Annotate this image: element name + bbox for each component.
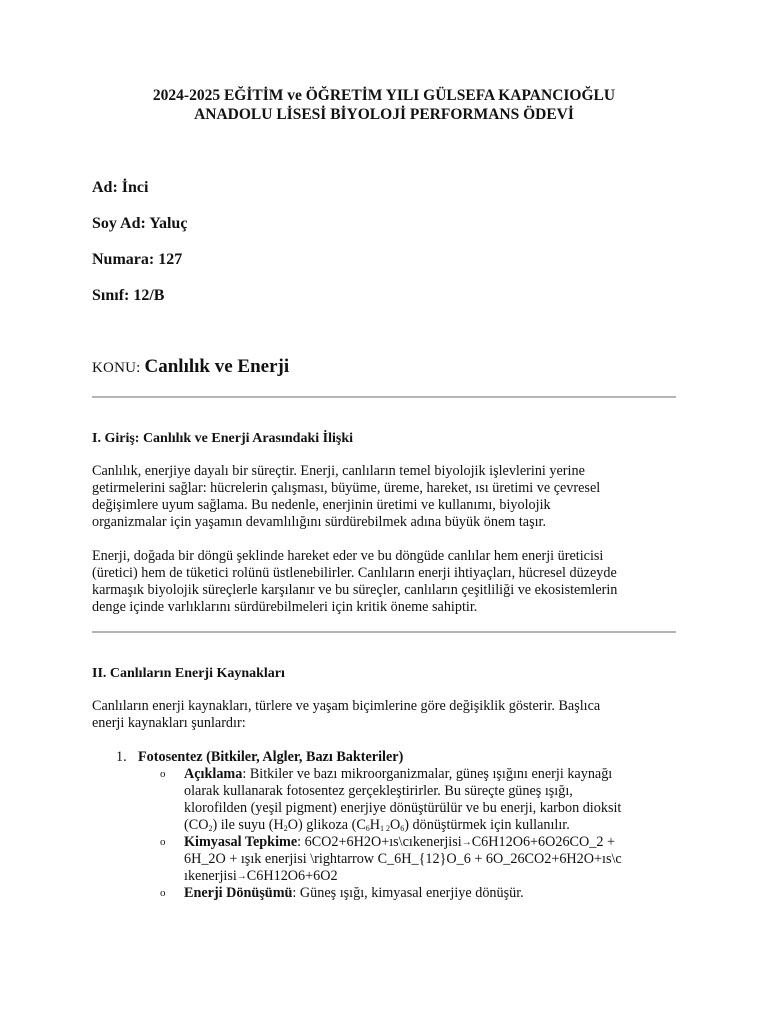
sub-bullet-marker: o [160,836,166,848]
title-line-1: 2024-2025 EĞİTİM ve ÖĞRETİM YILI GÜLSEFA KAPANCIOĞLU [152,87,616,104]
arrow-icon: → [236,871,247,882]
paragraph-line: değişimlere uyum sağlama. Bu nedenle, enerjinin üretimi ve kullanımı, biyolojik [92,497,551,513]
subscript: 1 2 [380,824,391,833]
description-text: klorofilden (yeşil pigment) enerjiye dönüştürülür ve bu enerji, karbon dioksit [184,800,622,816]
student-class: Sınıf: 12/B [92,287,165,304]
paragraph-line: organizmalar için yaşamın devamlılığını sürdürebilmek adına büyük önem taşır. [92,514,547,530]
subscript: 2 [208,824,213,833]
topic-label: KONU: [92,360,141,376]
document-title [80,86,688,124]
section1-paragraph-1 [92,463,678,531]
text-run: (CO [184,817,209,833]
reaction-text: 6H_2O + ışık enerjisi \rightarrow C_6H_{12}O_6 + 6O_26CO2+6H2O+ıs\c [184,851,622,867]
section2-intro [92,698,678,732]
student-number: Numara: 127 [92,251,183,268]
reaction-text: ıkenerjisi [184,868,237,884]
paragraph-line: getirmelerini sağlar: hücrelerin çalışması, büyüme, üreme, hareket, ısı üretimi ve çevresel [92,480,601,496]
section-divider [92,631,676,633]
section-divider [92,396,676,398]
text-run: O [390,817,401,833]
sub-item-reaction [184,834,684,885]
subscript: 2 [283,824,288,833]
title-line-2: ANADOLU LİSESİ BİYOLOJİ PERFORMANS ÖDEVİ [194,106,574,123]
description-text: : Bitkiler ve bazı mikroorganizmalar, güneş ışığını enerji kaynağı [242,766,613,782]
arrow-icon: → [461,837,472,848]
reaction-text: : 6CO2+6H2O+ıs\cıkenerjisi [297,834,462,850]
text-run: ) ile suyu (H [212,817,284,833]
section1-heading: I. Giriş: Canlılık ve Enerji Arasındaki İlişki [92,431,353,446]
student-last-name: Soy Ad: Yaluç [92,215,188,232]
section1-paragraph-2 [92,548,678,616]
paragraph-line: Canlılık, enerjiye dayalı bir süreçtir. Enerji, canlıların temel biyolojik işlevlerini yerine [92,463,585,479]
sub-bullet-marker: o [160,887,166,899]
reaction-text: C6H12O6+6O26CO_2 + [471,834,616,850]
text-run: H [369,817,381,833]
paragraph-line: (üretici) hem de tüketici rolünü üstlenebilirler. Canlıların enerji ihtiyaçları, hücresel düzeyde [92,565,617,581]
description-text: olarak kullanarak fotosentez gerçekleştirirler. Bu süreçte güneş ışığı, [184,783,573,799]
list-item-title: Fotosentez (Bitkiler, Algler, Bazı Bakteriler) [138,749,404,765]
reaction-label: Kimyasal Tepkime [184,834,298,850]
paragraph-line: Enerji, doğada bir döngü şeklinde hareket eder ve bu döngüde canlılar hem enerji üreticisi [92,548,604,564]
paragraph-line: denge içinde varlıklarını sürdürebilmeleri için kritik öneme sahiptir. [92,599,478,615]
topic-line [92,356,289,378]
student-first-name: Ad: İnci [92,179,149,196]
conversion-label: Enerji Dönüşümü [184,885,293,901]
paragraph-line: karmaşık biyolojik süreçlerle karşılanır ve bu süreçler, canlıların çeşitliliği ve ekosistemlerin [92,582,618,598]
topic-title: Canlılık ve Enerji [144,356,290,377]
text-run: ) dönüştürmek için kullanılır. [404,817,570,833]
description-label: Açıklama [184,766,243,782]
sub-bullet-marker: o [160,768,166,780]
conversion-text: : Güneş ışığı, kimyasal enerjiye dönüşür. [292,885,524,901]
sub-item-description [184,766,684,837]
section2-heading: II. Canlıların Enerji Kaynakları [92,666,285,681]
paragraph-line: enerji kaynakları şunlardır: [92,715,246,731]
sub-item-conversion [184,885,684,902]
list-item-number: 1. [116,749,127,765]
reaction-text: C6H12O6+6O2 [246,868,338,884]
subscript: 6 [400,824,405,833]
text-run: O) glikoza (C [287,817,366,833]
subscript: 6 [365,824,370,833]
paragraph-line: Canlıların enerji kaynakları, türlere ve yaşam biçimlerine göre değişiklik gösterir. Başlıca [92,698,601,714]
